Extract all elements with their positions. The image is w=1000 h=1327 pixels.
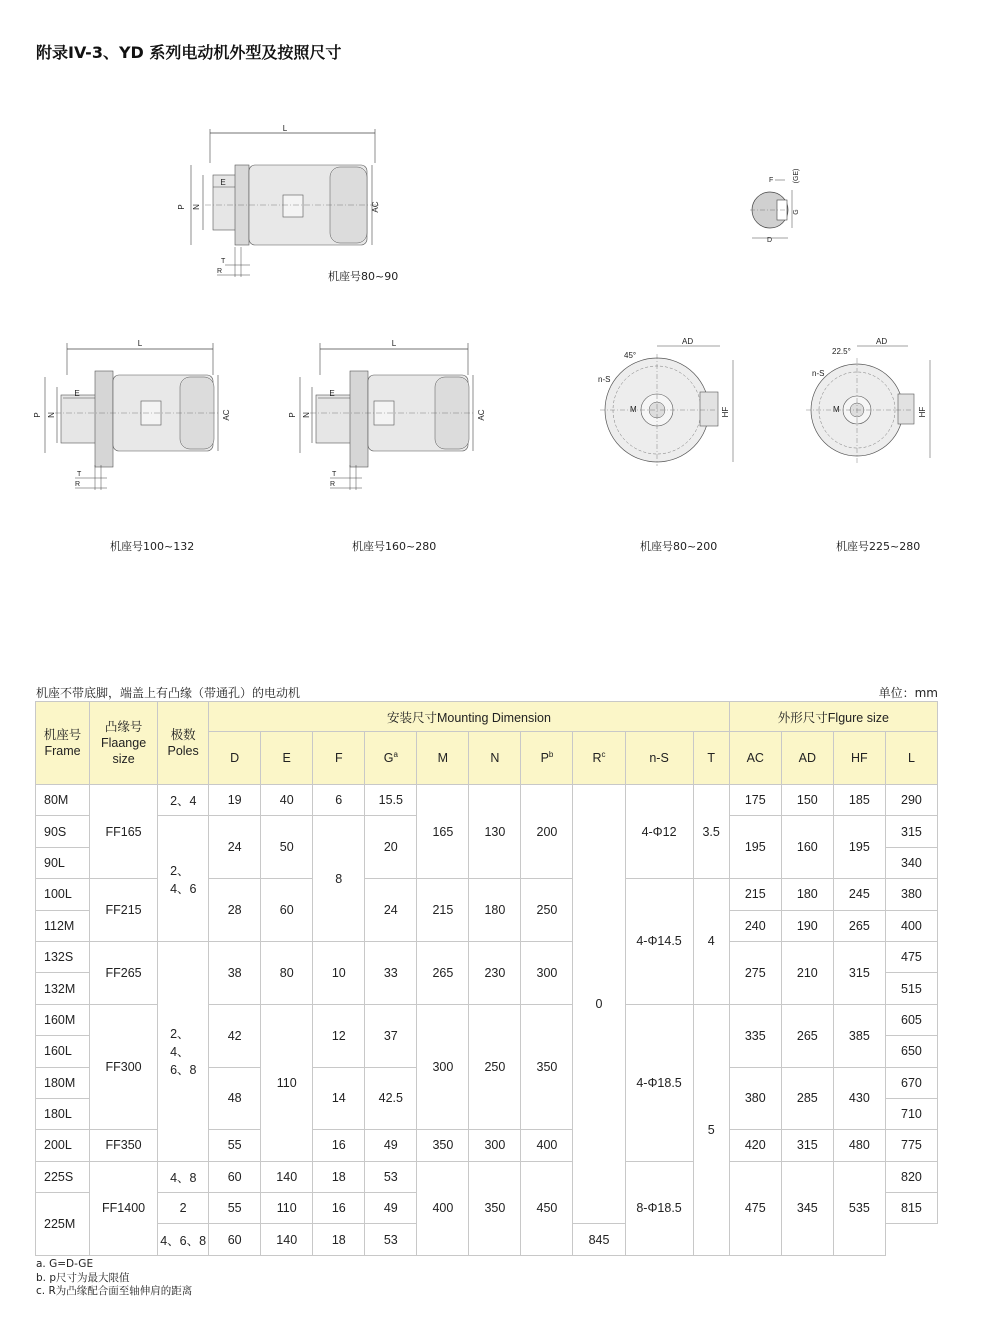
- cell-m: 265: [417, 941, 469, 1004]
- dim-e-label: E: [329, 389, 335, 398]
- cell-t: 5: [693, 1004, 729, 1255]
- cell-frame: 160L: [36, 1036, 90, 1067]
- cell-flange: FF350: [90, 1130, 158, 1161]
- cell-l: 475: [885, 941, 937, 972]
- header-g: $G^a$: [365, 732, 417, 785]
- cell-l: 400: [885, 910, 937, 941]
- header-l: L: [885, 732, 937, 785]
- cell-l: 820: [885, 1161, 937, 1192]
- cell-ac: 380: [729, 1067, 781, 1130]
- dim-r-label: R: [217, 268, 223, 275]
- cell-poles: 2、4、6、8: [158, 941, 209, 1161]
- cell-n: 130: [469, 785, 521, 879]
- cell-hf: 430: [833, 1067, 885, 1130]
- cell-n: 350: [469, 1161, 521, 1255]
- cell-n: 250: [469, 1004, 521, 1130]
- table-caption: 机座不带底脚，端盖上有凸缘（带通孔）的电动机: [36, 686, 301, 700]
- header-poles: 极数 Poles: [158, 702, 209, 785]
- cell-e: 80: [261, 941, 313, 1004]
- header-mounting-group: 安装尺寸Mounting Dimension: [209, 702, 730, 732]
- cell-hf: 195: [833, 816, 885, 879]
- cell-d: 48: [209, 1067, 261, 1130]
- cell-ns: 4-Φ18.5: [625, 1004, 693, 1161]
- footnote-a: a. G=D-GE: [36, 1258, 94, 1270]
- cell-d: 38: [209, 941, 261, 1004]
- cell-ns: 4-Φ12: [625, 785, 693, 879]
- cell-ac: 240: [729, 910, 781, 941]
- cell-d: 60: [209, 1161, 261, 1192]
- dim-n-label: N: [302, 412, 311, 418]
- cell-frame: 90S: [36, 816, 90, 847]
- cell-p: 250: [521, 879, 573, 942]
- dim-p-label: P: [33, 412, 42, 418]
- ns-label: n-S: [598, 375, 611, 384]
- caption-160-280: 机座号160~280: [352, 540, 437, 553]
- footnotes: [36, 1258, 192, 1299]
- dim-ad-label: AD: [876, 337, 888, 346]
- dim-ac-label: AC: [477, 409, 486, 421]
- cell-p: 300: [521, 941, 573, 1004]
- drawing-side-view-80-90: [175, 125, 385, 275]
- header-t: T: [693, 732, 729, 785]
- cell-hf: 245: [833, 879, 885, 910]
- cell-ns: 4-Φ14.5: [625, 879, 693, 1005]
- cell-e: 140: [261, 1161, 313, 1192]
- cell-t: 4: [693, 879, 729, 1005]
- cell-g: 15.5: [365, 785, 417, 816]
- angle-label: 45°: [624, 351, 637, 360]
- cell-l: 290: [885, 785, 937, 816]
- angle-label: 22.5°: [832, 347, 851, 356]
- dim-n-label: N: [47, 412, 56, 418]
- cell-frame: 225M: [36, 1193, 90, 1256]
- cell-e: 140: [261, 1224, 313, 1255]
- cell-e: 60: [261, 879, 313, 942]
- dim-r-label: R: [330, 481, 336, 488]
- dim-l-label: L: [391, 339, 397, 348]
- dimension-table: [35, 701, 938, 1256]
- header-r: $R^c$: [573, 732, 625, 785]
- cell-g: 24: [365, 879, 417, 942]
- cell-l: 340: [885, 847, 937, 878]
- cell-l: 380: [885, 879, 937, 910]
- cell-frame: 180M: [36, 1067, 90, 1098]
- cell-ac: 175: [729, 785, 781, 816]
- cell-flange: FF300: [90, 1004, 158, 1130]
- cell-f: 8: [313, 816, 365, 942]
- cell-ad: 285: [781, 1067, 833, 1130]
- cell-ac: 335: [729, 1004, 781, 1067]
- dim-hf-label: HF: [721, 406, 730, 418]
- dim-t-label: T: [77, 471, 82, 478]
- cell-d: 60: [209, 1224, 261, 1255]
- header-m: M: [417, 732, 469, 785]
- dim-ac-label: AC: [371, 201, 380, 213]
- cell-f: 12: [313, 1004, 365, 1067]
- dim-e-label: E: [220, 178, 226, 187]
- cell-n: 230: [469, 941, 521, 1004]
- cell-frame: 80M: [36, 785, 90, 816]
- cell-t: 3.5: [693, 785, 729, 879]
- m-label: M: [833, 405, 840, 414]
- header-ac: AC: [729, 732, 781, 785]
- cell-ad: 210: [781, 941, 833, 1004]
- header-outline-group: 外形尺寸Flgure size: [729, 702, 937, 732]
- cell-d: 55: [209, 1193, 261, 1224]
- cell-e: 110: [261, 1193, 313, 1224]
- m-label: M: [630, 405, 637, 414]
- drawing-shaft-section: [745, 160, 815, 245]
- cell-m: 300: [417, 1004, 469, 1130]
- header-ns: n-S: [625, 732, 693, 785]
- cell-poles: 2、4、6: [158, 816, 209, 942]
- cell-r: 0: [573, 785, 625, 1224]
- table-row: [36, 1161, 938, 1192]
- dim-hf-label: HF: [918, 406, 927, 418]
- cell-d: 28: [209, 879, 261, 942]
- cell-e: 110: [261, 1004, 313, 1161]
- page-title: 附录IV-3、YD 系列电动机外型及按照尺寸: [36, 43, 342, 62]
- dim-l-label: L: [282, 124, 288, 133]
- shaft-f-label: F: [769, 177, 774, 184]
- cell-d: 55: [209, 1130, 261, 1161]
- drawing-front-view-80-200: [590, 330, 750, 470]
- cell-d: 24: [209, 816, 261, 879]
- cell-poles: 2、4: [158, 785, 209, 816]
- shaft-d-label: D: [767, 237, 773, 244]
- cell-hf: 535: [833, 1161, 885, 1255]
- dim-p-label: P: [177, 204, 186, 210]
- cell-m: 215: [417, 879, 469, 942]
- cell-ad: 150: [781, 785, 833, 816]
- dim-ad-label: AD: [682, 337, 694, 346]
- cell-ad: 180: [781, 879, 833, 910]
- table-row: [36, 785, 938, 816]
- cell-poles: 4、8: [158, 1161, 209, 1192]
- cell-ad: 190: [781, 910, 833, 941]
- cell-e: 40: [261, 785, 313, 816]
- header-flange: 凸缘号 Flaange size: [90, 702, 158, 785]
- cell-poles: 2: [158, 1193, 209, 1224]
- cell-m: 165: [417, 785, 469, 879]
- cell-ad: 160: [781, 816, 833, 879]
- cell-frame: 200L: [36, 1130, 90, 1161]
- header-ad: AD: [781, 732, 833, 785]
- cell-ac: 420: [729, 1130, 781, 1161]
- cell-f: 16: [313, 1193, 365, 1224]
- footnote-b: b. p尺寸为最大限值: [36, 1271, 130, 1284]
- caption-100-132: 机座号100~132: [110, 540, 195, 553]
- cell-ac: 475: [729, 1161, 781, 1255]
- dim-e-label: E: [74, 389, 80, 398]
- cell-ac: 275: [729, 941, 781, 1004]
- cell-g: 49: [365, 1130, 417, 1161]
- dim-n-label: N: [192, 204, 201, 210]
- cell-n: 180: [469, 879, 521, 942]
- cell-l: 315: [885, 816, 937, 847]
- cell-g: 53: [365, 1224, 417, 1255]
- cell-f: 18: [313, 1161, 365, 1192]
- cell-g: 37: [365, 1004, 417, 1067]
- cell-l: 515: [885, 973, 937, 1004]
- dim-l-label: L: [137, 339, 143, 348]
- cell-l: 710: [885, 1098, 937, 1129]
- cell-flange: FF265: [90, 941, 158, 1004]
- cell-g: 20: [365, 816, 417, 879]
- dim-t-label: T: [221, 258, 226, 265]
- cell-l: 650: [885, 1036, 937, 1067]
- cell-hf: 315: [833, 941, 885, 1004]
- cell-frame: 225S: [36, 1161, 90, 1192]
- cell-l: 605: [885, 1004, 937, 1035]
- header-d: D: [209, 732, 261, 785]
- cell-p: 200: [521, 785, 573, 879]
- cell-g: 42.5: [365, 1067, 417, 1130]
- header-e: E: [261, 732, 313, 785]
- dim-r-label: R: [75, 481, 81, 488]
- cell-m: 350: [417, 1130, 469, 1161]
- cell-poles: 4、6、8: [158, 1224, 209, 1255]
- cell-f: 16: [313, 1130, 365, 1161]
- cell-frame: 132S: [36, 941, 90, 972]
- cell-hf: 185: [833, 785, 885, 816]
- shaft-ge-label: (GE): [793, 168, 800, 184]
- cell-f: 14: [313, 1067, 365, 1130]
- drawing-side-view-100-132: [35, 335, 245, 490]
- footnote-c: c. R为凸缘配合面至轴伸肩的距离: [36, 1285, 193, 1297]
- shaft-g-label: G: [793, 209, 800, 215]
- cell-hf: 265: [833, 910, 885, 941]
- cell-ad: 315: [781, 1130, 833, 1161]
- cell-flange: FF165: [90, 785, 158, 879]
- header-hf: HF: [833, 732, 885, 785]
- cell-frame: 180L: [36, 1098, 90, 1129]
- unit-label: 单位：mm: [878, 686, 938, 700]
- cell-ad: 265: [781, 1004, 833, 1067]
- cell-d: 19: [209, 785, 261, 816]
- cell-hf: 480: [833, 1130, 885, 1161]
- cell-f: 6: [313, 785, 365, 816]
- cell-hf: 385: [833, 1004, 885, 1067]
- caption-80-200: 机座号80~200: [640, 540, 718, 553]
- cell-frame: 90L: [36, 847, 90, 878]
- cell-p: 400: [521, 1130, 573, 1161]
- caption-80-90: 机座号80~90: [328, 270, 399, 283]
- cell-ad: 345: [781, 1161, 833, 1255]
- cell-p: 350: [521, 1004, 573, 1130]
- cell-f: 18: [313, 1224, 365, 1255]
- cell-frame: 100L: [36, 879, 90, 910]
- drawing-front-view-225-280: [800, 330, 950, 470]
- cell-g: 33: [365, 941, 417, 1004]
- table-row: [36, 941, 938, 972]
- cell-frame: 132M: [36, 973, 90, 1004]
- dim-p-label: P: [288, 412, 297, 418]
- cell-flange: FF215: [90, 879, 158, 942]
- header-frame: 机座号 Frame: [36, 702, 90, 785]
- cell-frame: 160M: [36, 1004, 90, 1035]
- drawing-side-view-160-280: [290, 335, 500, 490]
- cell-e: 50: [261, 816, 313, 879]
- cell-p: 450: [521, 1161, 573, 1255]
- dim-ac-label: AC: [222, 409, 231, 421]
- cell-ac: 195: [729, 816, 781, 879]
- cell-m: 400: [417, 1161, 469, 1255]
- cell-l: 775: [885, 1130, 937, 1161]
- cell-g: 53: [365, 1161, 417, 1192]
- cell-f: 10: [313, 941, 365, 1004]
- dim-t-label: T: [332, 471, 337, 478]
- cell-l: 845: [573, 1224, 625, 1255]
- ns-label: n-S: [812, 369, 825, 378]
- cell-ac: 215: [729, 879, 781, 910]
- cell-l: 815: [885, 1193, 937, 1224]
- cell-n: 300: [469, 1130, 521, 1161]
- header-p: $P^b$: [521, 732, 573, 785]
- cell-l: 670: [885, 1067, 937, 1098]
- header-f: F: [313, 732, 365, 785]
- cell-ns: 8-Φ18.5: [625, 1161, 693, 1255]
- cell-frame: 112M: [36, 910, 90, 941]
- header-n: N: [469, 732, 521, 785]
- cell-d: 42: [209, 1004, 261, 1067]
- cell-g: 49: [365, 1193, 417, 1224]
- cell-flange: FF1400: [90, 1161, 158, 1255]
- caption-225-280: 机座号225~280: [836, 540, 921, 553]
